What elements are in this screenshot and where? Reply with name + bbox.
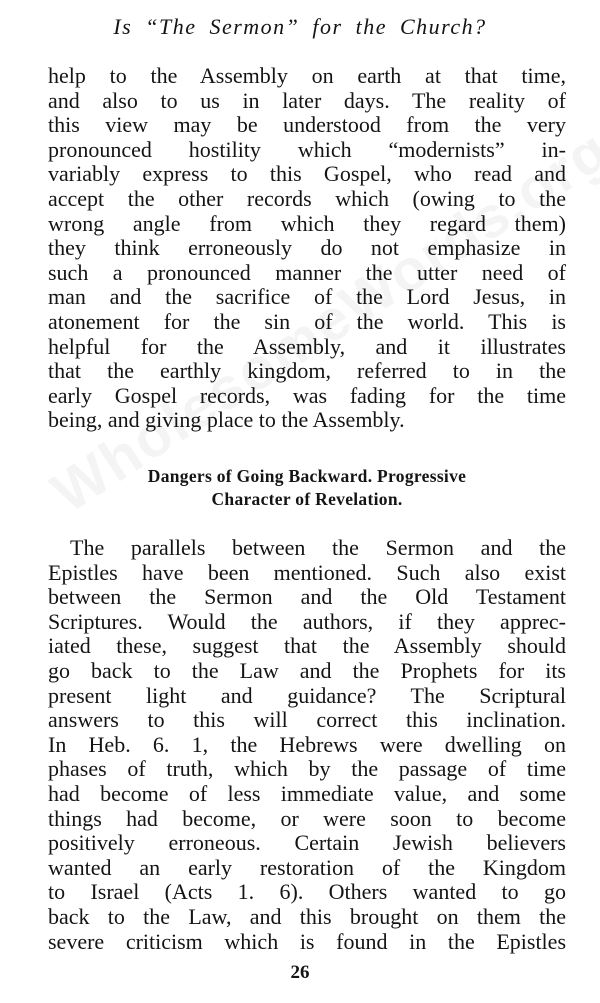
text-line: between the Sermon and the Old Testament [48,584,566,610]
text-line: The parallels between the Sermon and the [70,535,566,560]
text-line: present light and guidance? The Scriptural [48,682,566,708]
text-line: answers to this will correct this inclination. [48,707,566,733]
text-line: phases of truth, which by the passage of time [48,756,566,782]
text-line: iated these, suggest that the Assembly should [48,633,566,659]
paragraph-1 [48,64,566,433]
text-line: positively erroneous. Certain Jewish believers [48,830,566,856]
text-line: In Heb. 6. 1, the Hebrews were dwelling on [48,731,566,757]
text-line: Epistles have been mentioned. Such also exist [48,559,566,585]
text-line: this view may be understood from the very [48,112,566,138]
text-line: that the earthly kingdom, referred to in the [48,358,566,384]
text-line: early Gospel records, was fading for the time [48,382,566,408]
text-line: such a pronounced manner the utter need of [48,259,566,285]
page-number: 26 [290,962,310,983]
text-line: go back to the Law and the Prophets for its [48,657,566,683]
text-line: Scriptures. Would the authors, if they apprec- [48,608,566,634]
text-line: to Israel (Acts 1. 6). Others wanted to go [48,879,566,905]
section-heading-line-1: Dangers of Going Backward. Progressive [147,466,467,486]
text-line: severe criticism which is found in the Epistles [48,928,566,954]
text-line: had become of less immediate value, and some [48,780,566,806]
text-line: helpful for the Assembly, and it illustrates [48,333,566,359]
text-line: atonement for the sin of the world. This is [48,308,566,334]
section-heading [48,465,566,511]
text-line: things had become, or were soon to become [48,805,566,831]
text-line: wrong angle from which they regard them) [48,210,566,236]
paragraph-2 [48,536,566,954]
text-line: being, and giving place to the Assembly. [48,407,405,433]
text-line: and also to us in later days. The reality of [48,87,566,113]
text-line: variably express to this Gospel, who read and [48,161,566,187]
text-line: pronounced hostility which “modernists” in- [48,136,566,162]
text-line: help to the Assembly on earth at that time, [48,63,566,88]
text-line: man and the sacrifice of the Lord Jesus, in [48,284,566,310]
text-line: accept the other records which (owing to the [48,185,566,211]
text-line: wanted an early restoration of the Kingdom [48,854,566,880]
text-line: they think erroneously do not emphasize in [48,235,566,261]
running-head: Is “The Sermon” for the Church? [113,14,487,39]
text-line: back to the Law, and this brought on them the [48,903,566,929]
section-heading-line-2: Character of Revelation. [211,489,403,509]
